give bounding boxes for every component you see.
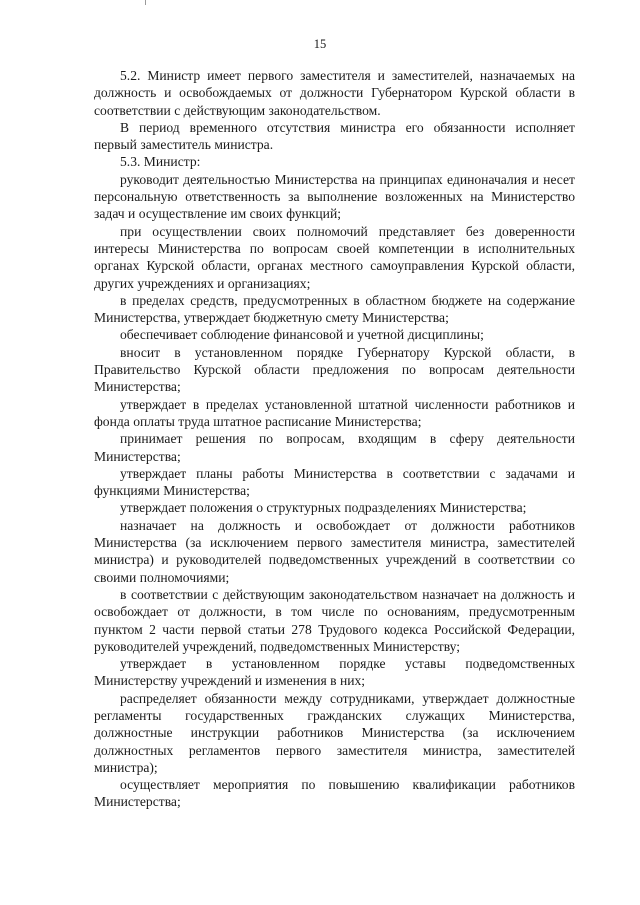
- paragraph-charters: утверждает в установленном порядке уставы подведомственных Министерству учреждений и изменения в них;: [94, 656, 575, 689]
- paragraph-heads-appointment: в соответствии с действующим законодательством назначает на должность и освобождает от должности, в том числе по основаниям, предусмотренным пунктом 2 части первой статьи 278 Трудового кодекса Российской Федерации, руководителей учреждений, подведомственных Министерству;: [94, 586, 575, 654]
- paragraph-division-regulations: утверждает положения о структурных подразделениях Министерства;: [120, 500, 527, 516]
- paragraph-training: осуществляет мероприятия по повышению квалификации работников Министерства;: [94, 777, 575, 810]
- paragraph-discipline: обеспечивает соблюдение финансовой и учетной дисциплины;: [120, 327, 484, 343]
- document-body: [94, 67, 575, 811]
- paragraph-representation: при осуществлении своих полномочий представляет без доверенности интересы Министерства по вопросам своей компетенции в исполнительных органах Курской области, органах местного самоуправления Курской области, других учреждениях и организациях;: [94, 223, 575, 291]
- paragraph-staff-schedule: утверждает в пределах установленной штатной численности работников и фонда оплаты труда штатное расписание Министерства;: [94, 396, 575, 429]
- paragraph-budget-estimate: в пределах средств, предусмотренных в областном бюджете на содержание Министерства, утверждает бюджетную смету Министерства;: [94, 292, 575, 326]
- paragraph-acting-minister: В период временного отсутствия министра его обязанности исполняет первый заместитель министра.: [94, 119, 575, 153]
- scan-mark: [145, 0, 146, 5]
- paragraph-work-plans: утверждает планы работы Министерства в соответствии с задачами и функциями Министерства;: [94, 465, 575, 499]
- paragraph-5-3-heading: 5.3. Министр:: [120, 154, 201, 170]
- paragraph-leadership: руководит деятельностью Министерства на принципах единоначалия и несет персональную ответственность за выполнение возложенных на Министерство задач и осуществление им своих функций;: [94, 171, 575, 222]
- paragraph-decisions: принимает решения по вопросам, входящим в сферу деятельности Министерства;: [94, 431, 575, 464]
- page-number: 15: [313, 37, 327, 51]
- paragraph-5-2: 5.2. Министр имеет первого заместителя и заместителей, назначаемых на должность и освобождаемых от должности Губернатором Курской области в соответствии с действующим законодательством.: [94, 68, 575, 118]
- paragraph-proposals: вносит в установленном порядке Губернатору Курской области, в Правительство Курской области предложения по вопросам деятельности Министерства;: [94, 344, 575, 395]
- paragraph-duties: распределяет обязанности между сотрудниками, утверждает должностные регламенты государственных гражданских служащих Министерства, должностные инструкции работников Министерства (за исключением должностных регламентов первого заместителя министра, заместителей министра);: [94, 690, 575, 775]
- paragraph-appointments: назначает на должность и освобождает от должности работников Министерства (за исключением первого заместителя министра, заместителей министра) и руководителей подведомственных учреждений в соответствии со своими полномочиями;: [94, 517, 575, 585]
